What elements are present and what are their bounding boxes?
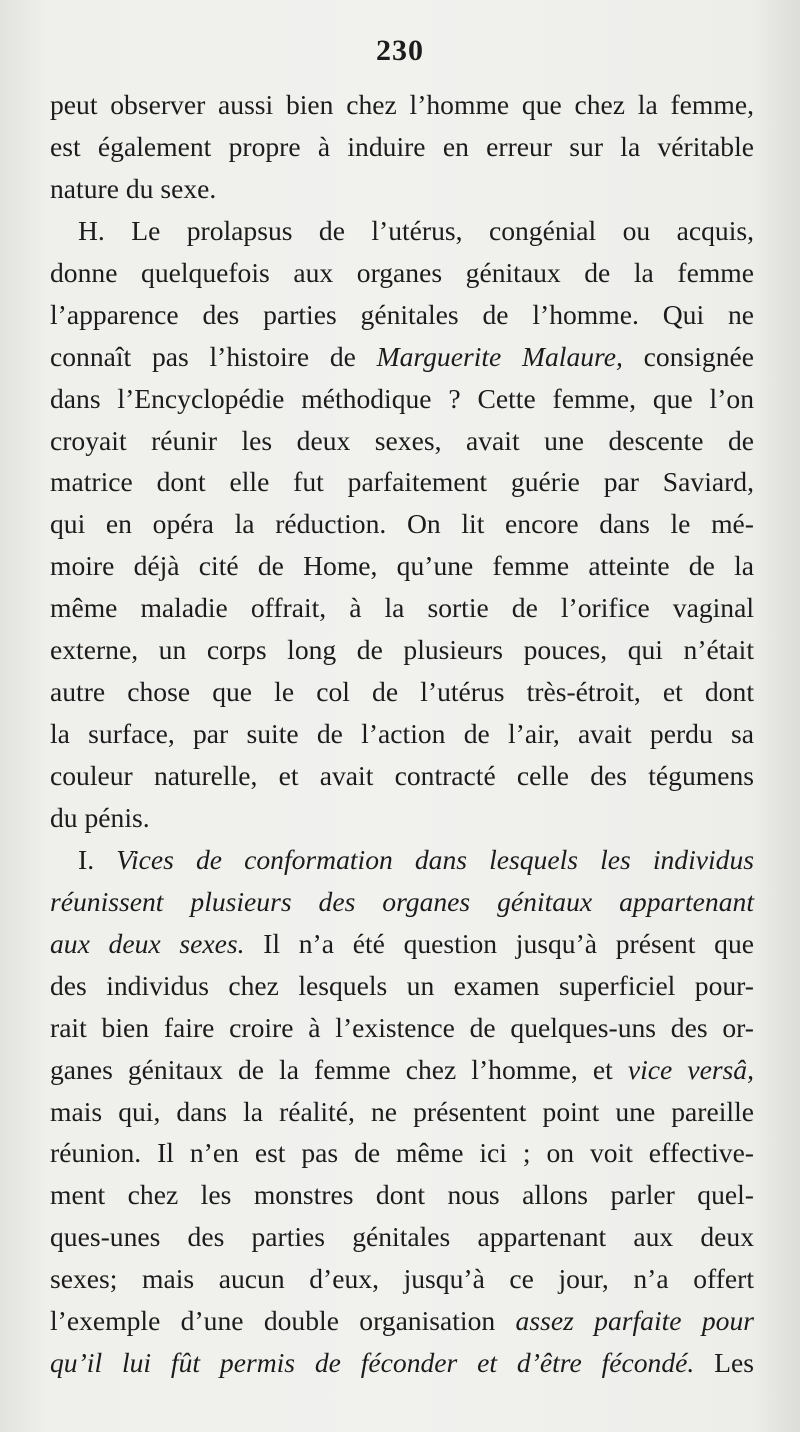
text-segment: sexes; mais aucun d’eux, jusqu’à ce jour, n’a offert (50, 1263, 754, 1295)
text-segment: consignée (622, 340, 754, 372)
italic-text: qu’il lui fût permis de féconder et d’être fécondé. (50, 1347, 695, 1379)
text-segment: est également propre à induire en erreur sur la véritable (50, 130, 754, 162)
text-line (50, 1216, 754, 1258)
text-line (50, 713, 754, 755)
text-line (50, 336, 754, 378)
text-line (50, 378, 754, 420)
text-line (50, 420, 754, 462)
text-segment: autre chose que le col de l’utérus très-étroit, et dont (50, 676, 754, 708)
text-segment: connaît pas l’histoire de (50, 340, 377, 372)
text-segment: couleur naturelle, et avait contracté celle des tégumens (50, 760, 754, 791)
text-line (50, 84, 754, 126)
text-segment: Les (694, 1347, 754, 1379)
text-line (50, 503, 754, 545)
text-line (50, 629, 754, 671)
text-line (50, 881, 754, 923)
text-line (50, 168, 754, 210)
text-line (50, 587, 754, 629)
italic-text: Vices de conformation dans lesquels les individus (116, 843, 754, 875)
text-line (50, 1132, 754, 1174)
text-segment: qui en opéra la réduction. On lit encore dans le mé- (50, 508, 754, 540)
text-line (50, 1300, 754, 1342)
text-line (50, 1007, 754, 1049)
text-segment: croyait réunir les deux sexes, avait une descente de (50, 424, 754, 456)
text-line (50, 294, 754, 336)
text-segment: I. (78, 843, 117, 875)
text-line (50, 1342, 754, 1384)
text-segment: ganes génitaux de la femme chez l’homme, et (50, 1053, 628, 1085)
text-line (50, 839, 754, 881)
text-segment: matrice dont elle fut parfaitement guérie par Saviard, (50, 466, 754, 498)
italic-text: aux deux sexes. (50, 927, 245, 959)
text-line (50, 755, 754, 797)
text-line (50, 1174, 754, 1216)
text-segment: l’apparence des parties génitales de l’homme. Qui ne (50, 298, 754, 330)
text-segment: ment chez les monstres dont nous allons parler quel- (50, 1179, 754, 1211)
page-number: 230 (376, 34, 424, 67)
text-line (50, 1091, 754, 1133)
text-segment: donne quelquefois aux organes génitaux de la femme (50, 256, 754, 288)
text-line (50, 545, 754, 587)
text-segment: ques-unes des parties génitales appartenant aux deux (50, 1221, 754, 1253)
text-segment: même maladie offrait, à la sortie de l’orifice vaginal (50, 592, 754, 624)
italic-text: vice versâ, (627, 1053, 754, 1085)
italic-text: assez parfaite pour (515, 1305, 754, 1337)
text-line (50, 671, 754, 713)
text-segment: réunion. Il n’en est pas de même ici ; on voit effective- (50, 1137, 754, 1169)
text-segment: la surface, par suite de l’action de l’air, avait perdu sa (50, 718, 754, 750)
text-line (50, 923, 754, 965)
text-line (50, 797, 754, 839)
text-line (50, 965, 754, 1007)
text-line (50, 1258, 754, 1300)
text-segment: l’exemple d’une double organisation (50, 1305, 516, 1337)
text-segment: nature du sexe. (50, 172, 217, 204)
text-segment: peut observer aussi bien chez l’homme que chez la femme, (50, 89, 754, 120)
text-segment: dans l’Encyclopédie méthodique ? Cette femme, que l’on (50, 382, 754, 414)
body-text (50, 84, 754, 1384)
text-line (50, 252, 754, 294)
italic-text: Marguerite Malaure, (376, 340, 623, 372)
text-segment: externe, un corps long de plusieurs pouces, qui n’était (50, 634, 754, 666)
text-segment: Il n’a été question jusqu’à présent que (244, 927, 754, 959)
text-segment: des individus chez lesquels un examen superficiel pour- (50, 969, 754, 1001)
text-segment: mais qui, dans la réalité, ne présentent point une pareille (50, 1095, 754, 1127)
italic-text: réunissent plusieurs des organes génitaux appartenant (50, 885, 754, 917)
text-segment: H. Le prolapsus de l’utérus, congénial ou acquis, (78, 214, 754, 246)
text-line (50, 1049, 754, 1091)
text-line (50, 461, 754, 503)
text-segment: du pénis. (50, 801, 150, 833)
text-line (50, 210, 754, 252)
text-line (50, 126, 754, 168)
text-segment: rait bien faire croire à l’existence de quelques-uns des or- (50, 1011, 754, 1043)
text-segment: moire déjà cité de Home, qu’une femme atteinte de la (50, 550, 754, 582)
